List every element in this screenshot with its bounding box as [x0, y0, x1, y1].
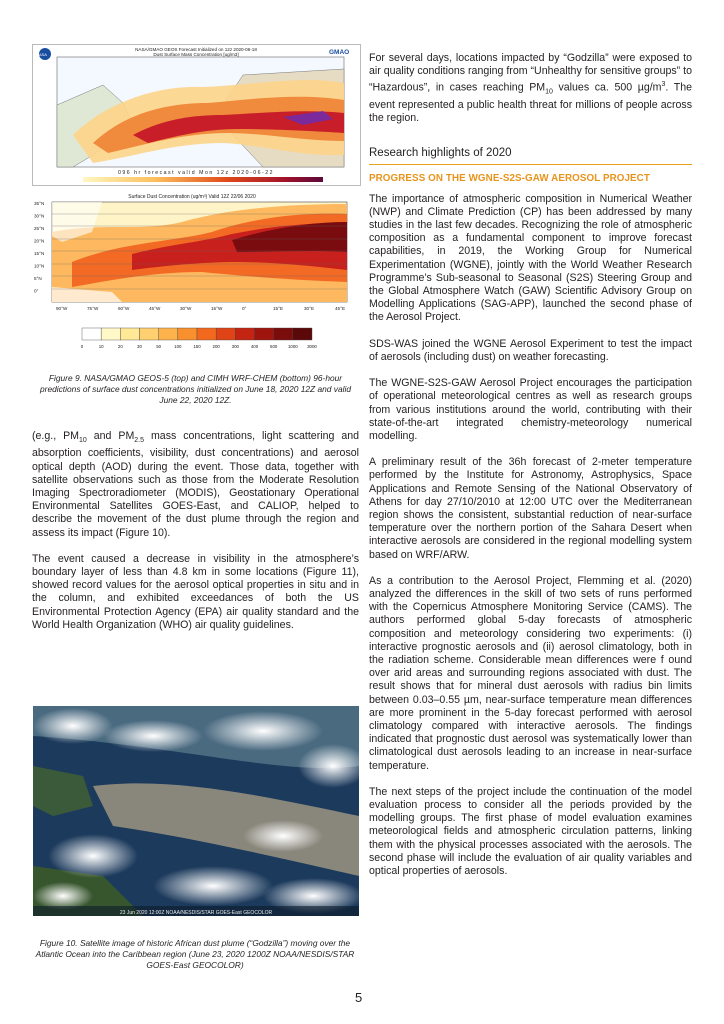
- geos5-map-graphic: [33, 45, 360, 185]
- wrf-lon-label: 45°W: [149, 306, 161, 311]
- wrf-chem-map-graphic: [32, 192, 359, 367]
- wrf-lat-labels: [34, 201, 44, 294]
- gmao-logo: GMAO: [329, 49, 350, 56]
- wrf-chem-forecast-map: [32, 192, 359, 367]
- satellite-graphic: [33, 706, 359, 916]
- wrf-colorbar-tick: 20: [117, 344, 123, 349]
- wrf-lon-label: 0°: [242, 306, 247, 311]
- wrf-lat-label: 15°N: [34, 251, 45, 256]
- right-paragraph-6: As a contribution to the Aerosol Project, Flemming et al. (2020) analyzed the differences in the skill of two sets of runs performed with the Copernicus Atmosphere Monitoring Service (CAMS). The authors performed global 5-day forecasts of atmospheric composition and meteorology considering two experiments: (i) interactive prognostic aerosols and (ii) aerosol climatology, both in the radiation scheme. Considerable mean differences were f ound over arid areas and surrounding regions associated with dust. The result shows that for mineral dust aerosols with radius bin limits between 0.03–0.55 µm, near-surface temperature mean differences are more prominent in the 5-day forecast performed with aerosol climatology compared with interactive aerosols. The findings indicated that prognostic dust aerosol was systematically lower than climatological dust aerosols leading to an increase in near-surface temperature.: [369, 574, 692, 772]
- wrf-colorbar-bin: [255, 328, 274, 340]
- wrf-colorbar-bin: [235, 328, 254, 340]
- wrf-colorbar-bin: [82, 328, 101, 340]
- wrf-lon-label: 45°E: [335, 306, 346, 311]
- wrf-colorbar-bin: [216, 328, 235, 340]
- wrf-colorbar-bin: [178, 328, 197, 340]
- wrf-lat-label: 25°N: [34, 226, 45, 231]
- wrf-colorbar-bin: [140, 328, 159, 340]
- wrf-colorbar-tick: 300: [231, 344, 239, 349]
- figure9-caption: Figure 9. NASA/GMAO GEOS-5 (top) and CIMH WRF-CHEM (bottom) 96-hour predictions of surface dust concentrations initialized on June 18, 2020 12Z and valid June 22, 2020 12Z.: [40, 373, 351, 405]
- goes-east-satellite-image: [33, 706, 359, 916]
- wrf-colorbar-tick: 400: [250, 344, 259, 349]
- wrf-colorbar-tick: 200: [212, 344, 220, 349]
- wrf-lon-label: 15°W: [211, 306, 223, 311]
- wrf-lat-label: 0°: [34, 288, 39, 294]
- wrf-lat-label: 35°N: [34, 201, 45, 206]
- wrf-colorbar-tick: 50: [156, 344, 162, 349]
- wrf-lon-label: 75°W: [87, 306, 99, 311]
- left-paragraph-2: The event caused a decrease in visibility in the atmosphere’s boundary layer of less than 4.8 km in some locations (Figure 11), showed record values for the aerosol optical properties in situ and in the column, and exhibited exceedances of both the US Environmental Protection Agency (EPA) air quality standard and the World Health Organization (WHO) air quality guidelines.: [32, 552, 359, 631]
- wrf-colorbar-tick: 3000: [307, 344, 317, 349]
- section-heading: Research highlights of 2020: [369, 147, 692, 165]
- wrf-colorbar-tick: 30: [137, 344, 142, 349]
- wrf-colorbar-tick: 150: [193, 344, 201, 349]
- wrf-colorbar-bin: [197, 328, 216, 340]
- wrf-lat-label: 30°N: [34, 213, 45, 219]
- wrf-colorbar-tick: 1000: [287, 344, 298, 349]
- figure10-caption: Figure 10. Satellite image of historic African dust plume (“Godzilla”) moving over the Atlantic Ocean into the Caribbean region (June 23, 2020 1200Z NOAA/NESDIS/STAR GOES-East GEOCOLOR): [35, 938, 355, 970]
- wrf-colorbar-tick: 600: [270, 344, 278, 349]
- right-paragraph-1: For several days, locations impacted by “Godzilla” were exposed to air quality conditions ranging from “Unhealthy for sensitive groups” to “Hazardous”, in cases reaching $PM_{10}$ values ca. 500 $\mu g/m^3$. The event represented a public health threat for millions of people across the region.: [369, 52, 693, 125]
- geos5-colorbar: [83, 177, 323, 182]
- wrf-lat-label: 10°N: [34, 263, 45, 269]
- wrf-lat-label: 20°N: [34, 238, 45, 244]
- wrf-lon-label: 90°W: [56, 306, 68, 311]
- wrf-colorbar-bin: [293, 328, 312, 340]
- right-paragraph-3: SDS-WAS joined the WGNE Aerosol Experiment to test the impact of aerosols (including dust) on weather forecasting.: [369, 337, 692, 363]
- geos5-title-2: Dust Surface Mass Concentration [ug/m3]: [153, 52, 239, 57]
- left-column: [32, 44, 359, 645]
- wrf-lon-label: 30°W: [180, 306, 192, 311]
- right-paragraph-7: The next steps of the project include the continuation of the model evaluation process to consider all the periods provided by the modelling groups. The first phase of model evaluation examines meteorological fields and atmospheric circulation patterns, linking them with the physical processes associated with the aerosols. The second phase will include the evaluation of air quality variables and optical properties of aerosols.: [369, 785, 692, 877]
- wrf-colorbar-tick: 100: [174, 344, 182, 349]
- wrf-lon-label: 15°E: [273, 306, 284, 311]
- wrf-colorbar: [81, 328, 318, 349]
- wrf-colorbar-bin: [120, 328, 139, 340]
- subsection-heading: PROGRESS ON THE WGNE-S2S-GAW AEROSOL PROJECT: [369, 172, 650, 184]
- right-paragraph-5: A preliminary result of the 36h forecast of 2-meter temperature performed by the Institute for Astronomy, Astrophysics, Space Applications and Remote Sensing of the National Observatory of Athens for day 27/10/2010 at 12:00 UTC over the Mediterranean region shows the consistent, substantial reduction of near-surface temperature over the northern portion of the Sahara Desert when interactive aerosols are considered in the regional modelling system based on WRF/ARW.: [369, 456, 692, 561]
- nasa-logo: NASA: [36, 52, 47, 57]
- right-column: [369, 52, 692, 891]
- wrf-colorbar-tick: 0: [80, 344, 84, 349]
- geos5-footer: 096 hr forecast valid Mon 12z 2020-06-22: [117, 170, 275, 176]
- wrf-title: Surface Dust Concentration (ug/m³) Valid 12Z 22/06 2020: [128, 194, 256, 200]
- geos5-forecast-map: [32, 44, 361, 186]
- wrf-lon-label: 30°E: [304, 306, 315, 311]
- left-paragraph-1: (e.g., $PM_{10}$ and $PM_{2.5}$ mass concentrations, light scattering and absorption coefficients, visibility, dust concentrations) and aerosol optical depth (AOD) during the event. Those data, together with satellite observations such as those from the Moderate Resolution Imaging Spectroradiometer (MODIS), Geostationary Operational Environmental Satellites GOES-East, and CALIOP, helped to describe the movement of the dust plume through the region and assess its impact (Figure 10).: [32, 430, 359, 539]
- wrf-lon-labels: [56, 306, 345, 311]
- right-paragraph-4: The WGNE-S2S-GAW Aerosol Project encourages the participation of operational meteorological centres as well as research groups from various institutions around the world, contributing with their state-of-the-art integrated chemistry-meteorology numerical modelling.: [369, 377, 692, 442]
- geos5-title-1: NASA/GMAO GEOS Forecast Initialized on 12z 2020-06-18: [135, 47, 257, 52]
- wrf-colorbar-bin: [101, 328, 120, 340]
- wrf-lon-label: 60°W: [118, 306, 130, 311]
- page-number: 5: [355, 990, 363, 1005]
- right-paragraph-2: The importance of atmospheric composition in Numerical Weather (NWP) and Climate Prediction (CP) has been addressed by many studies in the last few decades. Recognizing the role of atmospheric composition as a fundamental component to improve forecast capabilities, in 2019, the Working Group for Numerical Experimentation (WGNE), jointly with the World Weather Research Programme’s Sub-seasonal to Seasonal (S2S) Steering Group and the Global Atmosphere Watch (GAW) Scientific Advisory Group on Modelling Applications (SAG-APP), launched the second phase of the Aerosol Project.: [369, 192, 692, 324]
- wrf-colorbar-bin: [274, 328, 293, 340]
- wrf-colorbar-tick: 10: [98, 344, 104, 349]
- wrf-colorbar-bin: [159, 328, 178, 340]
- satellite-label: 23 Jun 2020 12:00Z NOAA/NESDIS/STAR GOES-East GEOCOLOR: [119, 910, 273, 916]
- wrf-lat-label: 5°N: [34, 276, 42, 281]
